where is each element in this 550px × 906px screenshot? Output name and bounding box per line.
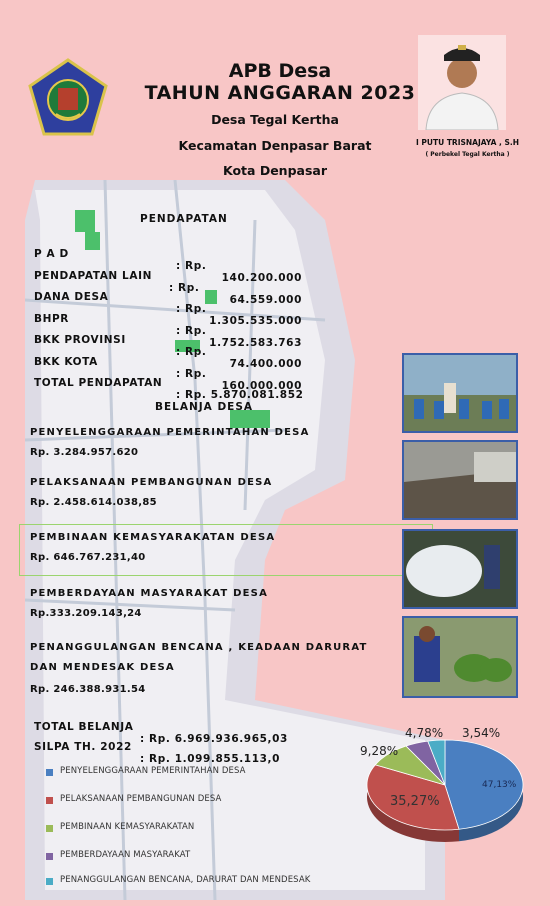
kecamatan-name: Kecamatan Denpasar Barat [178,138,372,153]
row-sep: : Rp. [176,303,207,315]
total-value: : Rp. 6.969.936.965,03 [140,733,288,745]
row-sep: : Rp. [176,368,207,380]
belanja-item-label: PENANGGULANGAN BENCANA , KEADAAN DARURAT [30,642,368,653]
photo-market [402,616,518,698]
legend-swatch [46,797,53,804]
belanja-item-label: PELAKSANAAN PEMBANGUNAN DESA [30,477,273,488]
regency-logo [26,58,110,138]
pie-chart [350,725,540,850]
row-label: DANA DESA [34,291,109,303]
pendapatan-heading: PENDAPATAN [140,213,228,225]
legend-swatch [46,825,53,832]
legend-label: PEMBERDAYAAN MASYARAKAT [60,850,191,860]
pie-data-label: 3,54% [462,726,501,740]
desa-name: Desa Tegal Kertha [211,112,339,127]
pie-data-label: 47,13% [482,780,517,790]
row-label: BKK KOTA [34,356,98,368]
row-value: 1.305.535.000 [209,315,302,327]
belanja-item-amount: Rp.333.209.143,24 [30,608,142,619]
belanja-item-amount: Rp. 246.388.931.54 [30,684,146,695]
belanja-item-amount: Rp. 3.284.957.620 [30,447,139,458]
row-label: BKK PROVINSI [34,334,126,346]
belanja-heading: BELANJA DESA [155,401,254,413]
belanja-item-label: PEMBINAAN KEMASYARAKATAN DESA [30,532,276,543]
photo-fogging [402,529,518,609]
pie-data-label: 4,78% [405,726,444,740]
chart-legend [36,764,356,884]
belanja-item-amount: Rp. 2.458.614.038,85 [30,497,157,508]
silpa-label: SILPA TH. 2022 [34,741,132,753]
official-title: ( Perbekel Tegal Kertha ) [425,151,510,158]
row-value: 160.000.000 [221,380,302,392]
legend-label: PEMBINAAN KEMASYARAKATAN [60,822,195,832]
legend-label: PENYELENGGARAAN PEMERINTAHAN DESA [60,766,246,776]
pie-data-label: 35,27% [390,794,440,809]
legend-label: PENANGGULANGAN BENCANA, DARURAT DAN MENDESAK [60,875,311,885]
belanja-total [34,709,414,745]
legend-swatch [46,769,53,776]
official-portrait [418,35,506,130]
legend-swatch [46,853,53,860]
row-value: 1.752.583.763 [209,337,302,349]
row-label: BHPR [34,313,69,325]
official-name: I PUTU TRISNAJAYA , S.H [416,138,519,147]
row-label: P A D [34,248,69,260]
photo-construction [402,440,518,520]
kota-name: Kota Denpasar [223,163,327,178]
total-value: : Rp. 5.870.081.852 [176,389,304,401]
row-sep: : Rp. [176,325,207,337]
row-value: 74.400.000 [229,358,302,370]
legend-label: PELAKSANAAN PEMBANGUNAN DESA [60,794,222,804]
legend-swatch [46,878,53,885]
pie-data-label: 9,28% [360,744,399,758]
row-sep: : Rp. [176,260,207,272]
belanja-item-amount: Rp. 646.767.231,40 [30,552,146,563]
row-value: 140.200.000 [221,272,302,284]
title-line1: APB Desa [228,60,332,82]
row-value: 64.559.000 [229,294,302,306]
photo-community [402,353,518,433]
row-label: PENDAPATAN LAIN [34,270,152,282]
belanja-item-label: PENYELENGGARAAN PEMERINTAHAN DESA [30,427,310,438]
belanja-item-label: PEMBERDAYAAN MASYARAKAT DESA [30,588,269,599]
row-sep: : Rp. [176,346,207,358]
title-line2: TAHUN ANGGARAN 2023 [144,82,416,104]
row-sep: : Rp. [169,282,200,294]
silpa-value: : Rp. 1.099.855.113,0 [140,753,281,765]
belanja-item-label2: DAN MENDESAK DESA [30,662,175,673]
total-label: TOTAL PENDAPATAN [34,377,163,389]
total-label: TOTAL BELANJA [34,721,134,733]
